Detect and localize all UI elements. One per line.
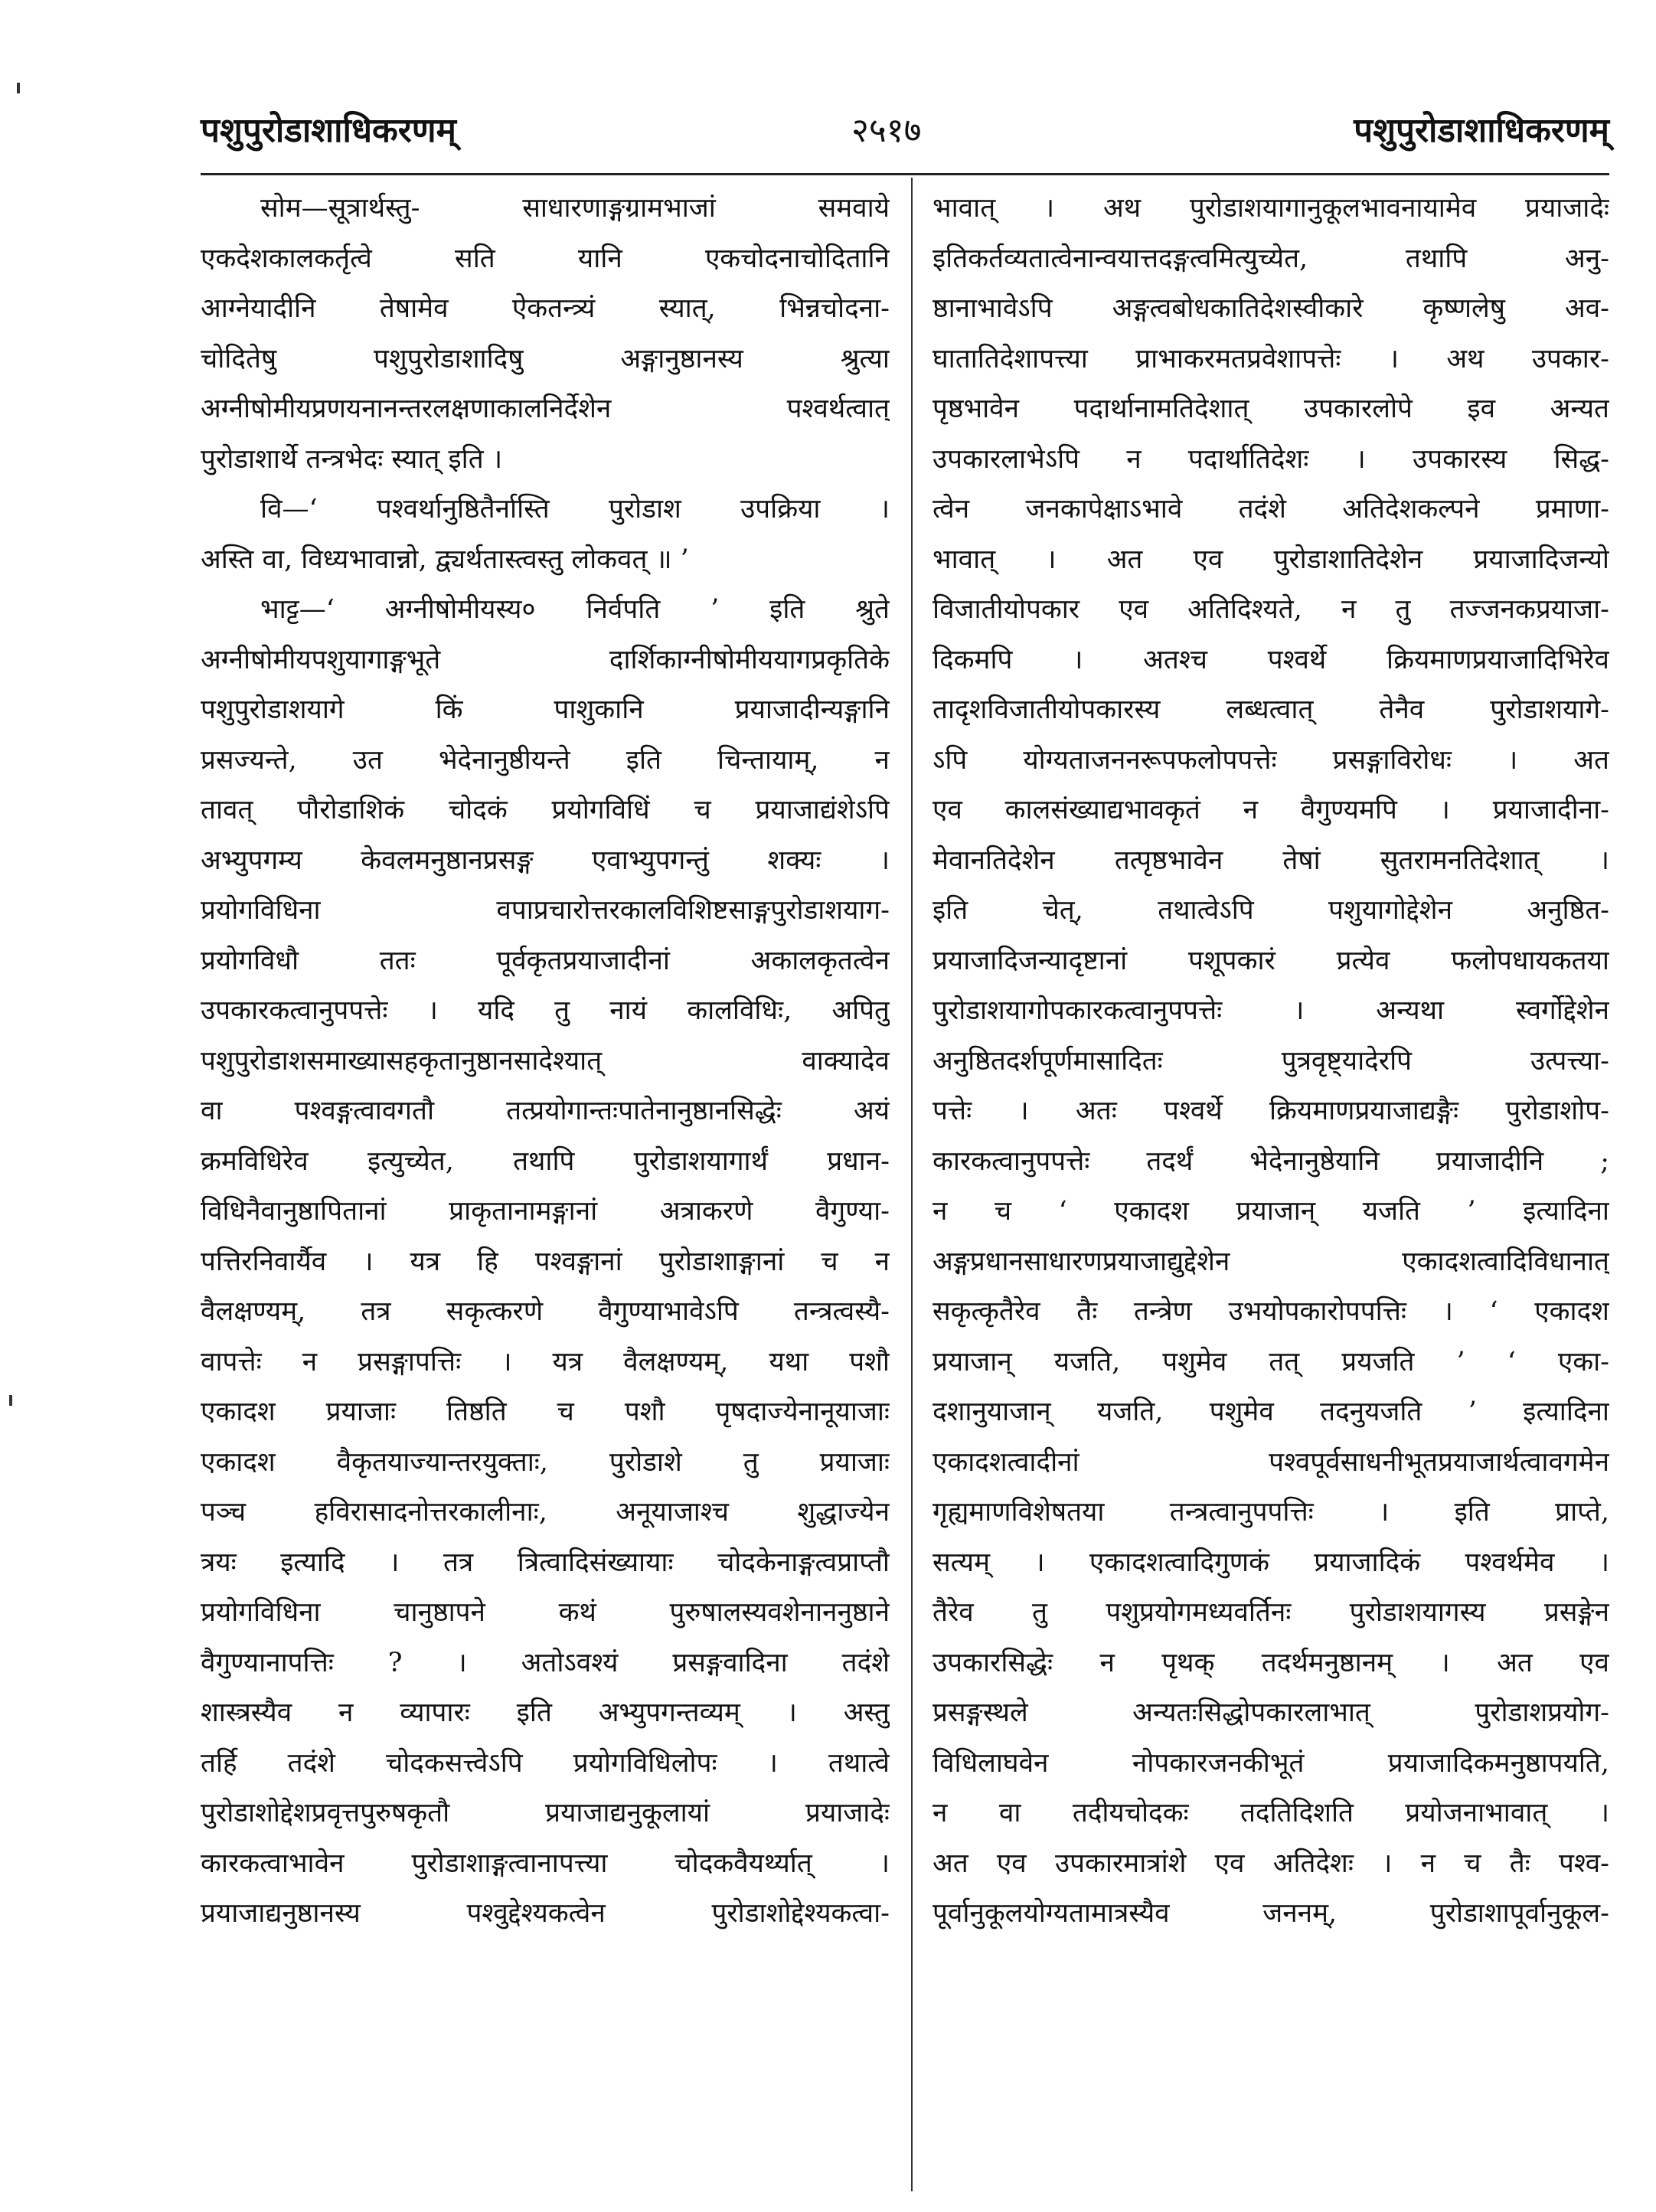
- text-line: प्रसङ्गस्थले अन्यतःसिद्धोपकारलाभात् पुरोडाशप्रयोग-: [933, 1697, 1609, 1728]
- text-line: पशुपुरोडाशयागे किं पाशुकानि प्रयाजादीन्यङ्गानि: [201, 694, 890, 725]
- text-line: विधिलाघवेन नोपकारजनकीभूतं प्रयाजादिकमनुष्ठापयति,: [933, 1747, 1609, 1779]
- text-line: तावत् पौरोडाशिकं चोदकं प्रयोगविधिं च प्रयाजाद्यंशेऽपि: [201, 795, 890, 825]
- text-line: अग्नीषोमीयपशुयागाङ्गभूते दार्शिकाग्नीषोमीययागप्रकृतिके: [201, 644, 890, 675]
- text-line: प्रयाजाद्यनुष्ठानस्य पश्वुद्देश्यकत्वेन पुरोडाशोद्देश्यकत्वा-: [201, 1898, 890, 1929]
- text-line: कारकत्वानुपपत्तेः तदर्थं भेदेनानुष्ठेयानि प्रयाजादीनि ;: [933, 1145, 1609, 1177]
- text-line: दिकमपि । अतश्च पश्वर्थे क्रियमाणप्रयाजादिभिरेव: [933, 644, 1609, 675]
- text-line: उपकारसिद्धेः न पृथक् तदर्थमनुष्ठानम् । अत एव: [933, 1647, 1609, 1678]
- text-line: प्रयाजादिजन्यादृष्टानां पशूपकारं प्रत्येव फलोपधायकतया: [933, 945, 1609, 976]
- text-line: पञ्च हविरासादनोत्तरकालीनाः, अनूयाजाश्च शुद्धाज्येन: [201, 1497, 890, 1527]
- text-line: पत्तिरनिवार्यैव । यत्र हि पश्वङ्गानां पुरोडाशाङ्गानां च न: [201, 1246, 890, 1277]
- text-line: प्रयोगविधौ ततः पूर्वकृतप्रयाजादीनां अकालकृतत्वेन: [201, 945, 890, 976]
- text-line: चोदितेषु पशुपुरोडाशादिषु अङ्गानुष्ठानस्य श्रुत्या: [201, 343, 890, 374]
- page-header: [201, 106, 1609, 167]
- running-title-right: पशुपुरोडाशाधिकरणम्: [1354, 111, 1609, 150]
- text-line: पुरोडाशयागोपकारकत्वानुपपत्तेः । अन्यथा स्वर्गोद्देशेन: [933, 995, 1609, 1026]
- text-line: तैरेव तु पशुप्रयोगमध्यवर्तिनः पुरोडाशयागस्य प्रसङ्गेन: [933, 1597, 1609, 1628]
- text-line: अभ्युपगम्य केवलमनुष्ठानप्रसङ्ग एवाभ्युपगन्तुं शक्यः ।: [201, 845, 890, 876]
- text-line: अग्नीषोमीयप्रणयनानन्तरलक्षणाकालनिर्देशेन पश्वर्थत्वात्: [201, 394, 890, 424]
- text-line: त्वेन जनकापेक्षाऽभावे तदंशे अतिदेशकल्पने प्रमाणा-: [933, 494, 1609, 524]
- text-line: त्रयः इत्यादि । तत्र त्रित्वादिसंख्यायाः चोदकेनाङ्गत्वप्राप्तौ: [201, 1547, 890, 1578]
- text-line: ष्ठानाभावेऽपि अङ्गत्वबोधकातिदेशस्वीकारे कृष्णलेषु अव-: [933, 293, 1609, 324]
- text-line: अनुष्ठितदर्शपूर्णमासादितः पुत्रवृष्ट्यादेरपि उत्पत्त्या-: [933, 1045, 1609, 1077]
- header-rule: [201, 173, 1609, 175]
- margin-mark: [17, 83, 20, 93]
- text-line: एकादशत्वादीनां पश्वपूर्वसाधनीभूतप्रयाजार्थत्वावगमेन: [933, 1446, 1609, 1478]
- text-line: वैलक्षण्यम्, तत्र सकृत्करणे वैगुण्याभावेऽपि तन्त्रत्वस्यै-: [201, 1296, 890, 1327]
- text-line: न वा तदीयचोदकः तदतिदिशति प्रयोजनाभावात् ।: [933, 1798, 1609, 1828]
- text-line: पुरोडाशार्थे तन्त्रभेदः स्यात् इति ।: [201, 443, 503, 475]
- text-line: भावात् । अथ पुरोडाशयागानुकूलभावनायामेव प्रयाजादेः: [933, 193, 1609, 224]
- text-line: प्रयोगविधिना वपाप्रचारोत्तरकालविशिष्टसाङ्गपुरोडाशयाग-: [201, 895, 890, 926]
- text-line: दशानुयाजान् यजति, पशुमेव तदनुयजति ’ इत्यादिना: [933, 1397, 1609, 1427]
- text-line: वापत्तेः न प्रसङ्गापत्तिः । यत्र वैलक्षण्यम्, यथा पशौ: [201, 1346, 890, 1377]
- text-line: पूर्वानुकूलयोग्यतामात्रस्यैव जननम्, पुरोडाशापूर्वानुकूल-: [933, 1898, 1609, 1929]
- text-line: तादृशविजातीयोपकारस्य लब्धत्वात् तेनैव पुरोडाशयागे-: [933, 694, 1609, 725]
- text-line: वि—‘ पश्वर्थानुष्ठितैर्नास्ति पुरोडाश उपक्रिया ।: [260, 494, 890, 524]
- text-line: एव कालसंख्याद्यभावकृतं न वैगुण्यमपि । प्रयाजादीना-: [933, 795, 1609, 825]
- text-line: अस्ति वा, विध्यभावान्नो, द्व्यर्थतास्त्वस्तु लोकवत् ॥ ’: [201, 544, 689, 575]
- text-line: भावात् । अत एव पुरोडाशातिदेशेन प्रयाजादिजन्यो: [933, 544, 1609, 575]
- text-line: ऽपि योग्यताजननरूपफलोपपत्तेः प्रसङ्गाविरोधः । अत: [933, 744, 1609, 776]
- text-line: अङ्गप्रधानसाधारणप्रयाजाद्युद्देशेन एकादशत्वादिविधानात्: [933, 1246, 1609, 1277]
- text-line: वैगुण्यानापत्तिः ? । अतोऽवश्यं प्रसङ्गवादिना तदंशे: [201, 1647, 890, 1678]
- text-line: इतिकर्तव्यतात्वेनान्वयात्तदङ्गत्वमित्युच्येत, तथापि अनु-: [933, 243, 1609, 274]
- column-divider: [911, 178, 913, 2191]
- text-line: प्रसज्यन्ते, उत भेदेनानुष्ठीयन्ते इति चिन्तायाम्, न: [201, 744, 890, 776]
- text-line: घातातिदेशापत्त्या प्राभाकरमतप्रवेशापत्तेः । अथ उपकार-: [933, 343, 1609, 374]
- text-line: प्रयाजान् यजति, पशुमेव तत् प्रयजति ’ ‘ एका-: [933, 1346, 1609, 1377]
- text-line: सकृत्कृतैरेव तैः तन्त्रेण उभयोपकारोपपत्तिः । ‘ एकादश: [933, 1296, 1609, 1327]
- text-line: सोम—सूत्रार्थस्तु- साधारणाङ्गग्रामभाजां समवाये: [260, 193, 890, 224]
- text-line: पृष्ठभावेन पदार्थानामतिदेशात् उपकारलोपे इव अन्यत: [933, 394, 1609, 424]
- text-line: पुरोडाशोद्देशप्रवृत्तपुरुषकृतौ प्रयाजाद्यनुकूलायां प्रयाजादेः: [201, 1798, 890, 1828]
- text-line: अत एव उपकारमात्रांशे एव अतिदेशः । न च तैः पश्व-: [933, 1848, 1609, 1879]
- text-line: पशुपुरोडाशसमाख्यासहकृतानुष्ठानसादेश्यात् वाक्यादेव: [201, 1045, 890, 1077]
- margin-mark: [9, 1395, 12, 1406]
- left-column: [201, 184, 890, 2190]
- text-line: इति चेत्, तथात्वेऽपि पशुयागोद्देशेन अनुष्ठित-: [933, 895, 1609, 926]
- text-line: उपकारकत्वानुपपत्तेः । यदि तु नायं कालविधिः, अपितु: [201, 995, 890, 1026]
- page-number: २५१७: [851, 111, 922, 150]
- text-line: पत्तेः । अतः पश्वर्थे क्रियमाणप्रयाजाद्यङ्गैः पुरोडाशोप-: [933, 1096, 1609, 1126]
- text-line: आग्नेयादीनि तेषामेव ऐकतन्त्र्यं स्यात्, भिन्नचोदना-: [201, 293, 890, 324]
- text-line: क्रमविधिरेव इत्युच्येत, तथापि पुरोडाशयागार्थं प्रधान-: [201, 1145, 890, 1177]
- text-line: मेवानतिदेशेन तत्पृष्ठभावेन तेषां सुतरामनतिदेशात् ।: [933, 845, 1609, 876]
- text-line: सत्यम् । एकादशत्वादिगुणकं प्रयाजादिकं पश्वर्थमेव ।: [933, 1547, 1609, 1578]
- right-column: [933, 184, 1609, 2190]
- text-line: न च ‘ एकादश प्रयाजान् यजति ’ इत्यादिना: [933, 1196, 1609, 1227]
- text-line: कारकत्वाभावेन पुरोडाशाङ्गत्वानापत्त्या चोदकवैयर्थ्यात् ।: [201, 1848, 890, 1879]
- text-line: उपकारलाभेऽपि न पदार्थातिदेशः । उपकारस्य सिद्ध-: [933, 443, 1609, 475]
- text-line: गृह्यमाणविशेषतया तन्त्रत्वानुपपत्तिः । इति प्राप्ते,: [933, 1497, 1609, 1527]
- text-line: विधिनैवानुष्ठापितानां प्राकृतानामङ्गानां अत्राकरणे वैगुण्या-: [201, 1196, 890, 1227]
- text-line: एकादश वैकृतयाज्यान्तरयुक्ताः, पुरोडाशे तु प्रयाजाः: [201, 1446, 890, 1478]
- text-line: भाट्ट—‘ अग्नीषोमीयस्य० निर्वपति ’ इति श्रुते: [260, 594, 890, 625]
- text-line: प्रयोगविधिना चानुष्ठापने कथं पुरुषालस्यवशेनाननुष्ठाने: [201, 1597, 890, 1628]
- text-line: वा पश्वङ्गत्वावगतौ तत्प्रयोगान्तःपातेनानुष्ठानसिद्धेः अयं: [201, 1096, 890, 1126]
- text-line: शास्त्रस्यैव न व्यापारः इति अभ्युपगन्तव्यम् । अस्तु: [201, 1697, 890, 1728]
- text-line: एकदेशकालकर्तृत्वे सति यानि एकचोदनाचोदितानि: [201, 243, 890, 274]
- text-line: एकादश प्रयाजाः तिष्ठति च पशौ पृषदाज्येनानूयाजाः: [201, 1397, 890, 1427]
- text-line: विजातीयोपकार एव अतिदिश्यते, न तु तज्जनकप्रयाजा-: [933, 594, 1609, 625]
- text-line: तर्हि तदंशे चोदकसत्त्वेऽपि प्रयोगविधिलोपः । तथात्वे: [201, 1747, 890, 1779]
- running-title-left: पशुपुरोडाशाधिकरणम्: [201, 111, 456, 150]
